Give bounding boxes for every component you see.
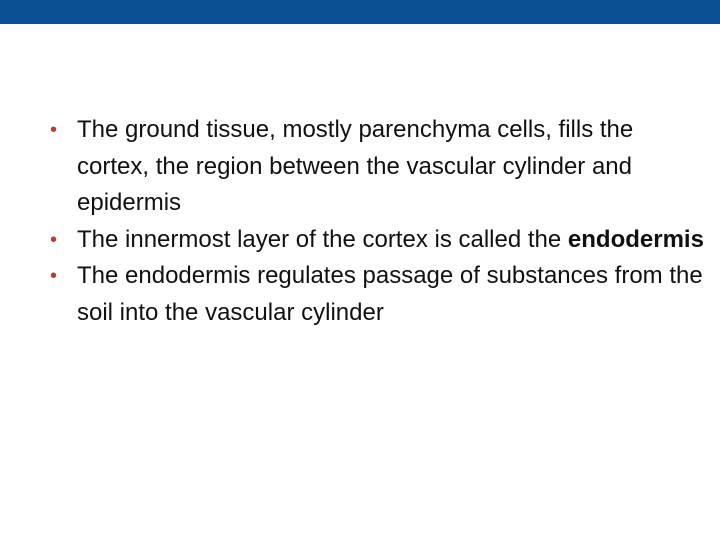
bullet-text: The endodermis regulates passage of substances from the soil into the vascular cylinder xyxy=(77,262,703,326)
bullet-item xyxy=(50,258,710,331)
slide-body xyxy=(50,112,710,331)
bullet-item xyxy=(50,112,710,222)
bullet-text: The innermost layer of the cortex is called the xyxy=(77,225,568,253)
bullet-bold-term: endodermis xyxy=(567,225,704,253)
bullet-item xyxy=(50,222,710,259)
header-bar xyxy=(0,0,720,24)
bullet-dot-icon: • xyxy=(50,265,58,287)
bullet-dot-icon: • xyxy=(50,228,58,251)
bullet-list xyxy=(50,112,710,331)
bullet-dot-icon: • xyxy=(50,119,58,141)
bullet-text: The ground tissue, mostly parenchyma cells, fills the cortex, the region between the vascular cylinder and epidermis xyxy=(77,116,634,216)
